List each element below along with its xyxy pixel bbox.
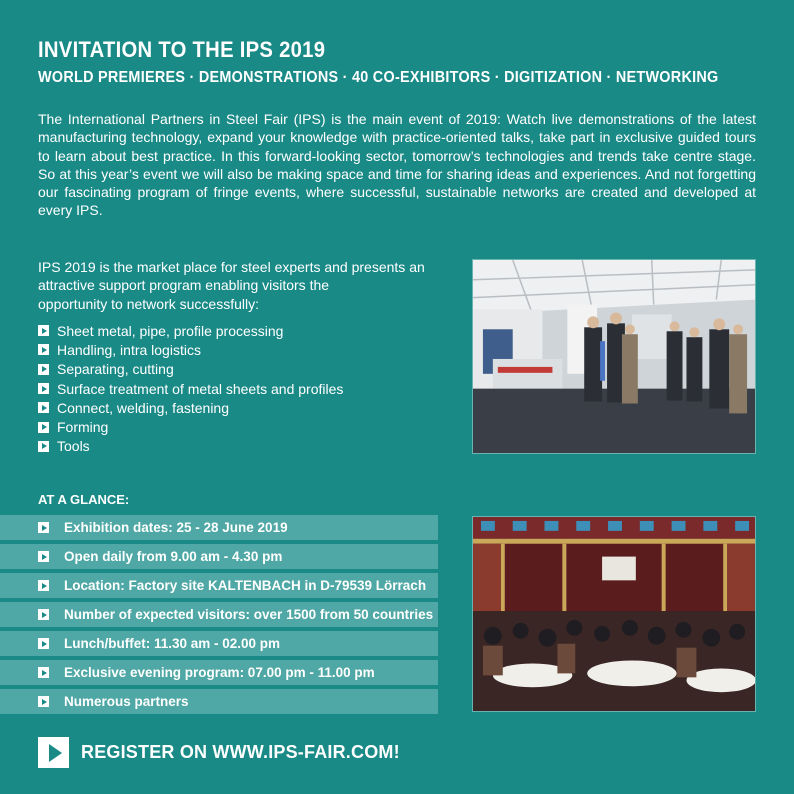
topics-list bbox=[38, 321, 440, 456]
market-description bbox=[38, 258, 440, 313]
register-link[interactable] bbox=[38, 737, 400, 768]
market-line-1: IPS 2019 is the market place for steel experts and presents an bbox=[38, 259, 425, 275]
triangle-bullet-icon bbox=[38, 441, 49, 452]
list-item bbox=[38, 398, 440, 417]
glance-item-label: Number of expected visitors: over 1500 from 50 countries bbox=[64, 607, 434, 622]
triangle-bullet-icon bbox=[38, 383, 49, 394]
glance-item-label: Numerous partners bbox=[64, 694, 189, 709]
glance-item-label: Location: Factory site KALTENBACH in D-79539 Lörrach bbox=[64, 578, 427, 593]
glance-item bbox=[0, 689, 438, 714]
glance-item bbox=[0, 544, 438, 569]
triangle-bullet-icon bbox=[38, 344, 49, 355]
list-item bbox=[38, 340, 440, 359]
glance-item-label: Open daily from 9.00 am - 4.30 pm bbox=[64, 549, 283, 564]
glance-heading: AT A GLANCE: bbox=[38, 492, 130, 507]
page-subtitle: WORLD PREMIERES · DEMONSTRATIONS · 40 CO-EXHIBITORS · DIGITIZATION · NETWORKING bbox=[38, 69, 719, 86]
triangle-bullet-icon bbox=[38, 609, 49, 620]
glance-item-label: Exclusive evening program: 07.00 pm - 11.00 pm bbox=[64, 665, 375, 680]
glance-item bbox=[0, 515, 438, 540]
glance-item-label: Exhibition dates: 25 - 28 June 2019 bbox=[64, 520, 288, 535]
register-label: REGISTER ON WWW.IPS-FAIR.COM! bbox=[81, 742, 400, 762]
list-item bbox=[38, 360, 440, 379]
arrow-right-icon bbox=[38, 737, 69, 768]
triangle-bullet-icon bbox=[38, 667, 49, 678]
market-line-3: opportunity to network successfully: bbox=[38, 295, 259, 312]
triangle-bullet-icon bbox=[38, 364, 49, 375]
exhibition-hall-photo bbox=[472, 259, 756, 454]
intro-paragraph: The International Partners in Steel Fair (IPS) is the main event of 2019: Watch live demonstrations of the latest manufacturing technology, expand your knowledge with practice-oriented talks, take part in exclusive guided tours to learn about best practice. In this forward-looking sector, tomorrow’s technologies and trends take centre stage. So at this year’s event we will also be making space and time for sharing ideas and experiences. And not forgetting our fascinating program of fringe events, where successful, sustainable networks are created and developed at every IPS. bbox=[38, 111, 756, 219]
list-item-label: Sheet metal, pipe, profile processing bbox=[57, 322, 284, 339]
triangle-bullet-icon bbox=[38, 696, 49, 707]
list-item-label: Surface treatment of metal sheets and profiles bbox=[57, 380, 344, 397]
triangle-bullet-icon bbox=[38, 551, 49, 562]
list-item-label: Forming bbox=[57, 419, 109, 436]
triangle-bullet-icon bbox=[38, 402, 49, 413]
triangle-bullet-icon bbox=[38, 638, 49, 649]
glance-item-label: Lunch/buffet: 11.30 am - 02.00 pm bbox=[64, 636, 281, 651]
evening-event-photo bbox=[472, 516, 756, 712]
glance-item bbox=[0, 602, 438, 627]
glance-item bbox=[0, 573, 438, 598]
page-title: INVITATION TO THE IPS 2019 bbox=[38, 37, 326, 62]
list-item bbox=[38, 437, 440, 456]
list-item bbox=[38, 379, 440, 398]
market-line-2: attractive support program enabling visitors the bbox=[38, 277, 330, 294]
triangle-bullet-icon bbox=[38, 325, 49, 336]
glance-list bbox=[0, 515, 438, 718]
list-item bbox=[38, 417, 440, 436]
triangle-bullet-icon bbox=[38, 422, 49, 433]
triangle-bullet-icon bbox=[38, 580, 49, 591]
triangle-bullet-icon bbox=[38, 522, 49, 533]
list-item-label: Tools bbox=[57, 438, 90, 455]
list-item-label: Handling, intra logistics bbox=[57, 341, 201, 358]
glance-item bbox=[0, 660, 438, 685]
glance-item bbox=[0, 631, 438, 656]
list-item-label: Connect, welding, fastening bbox=[57, 399, 229, 416]
list-item bbox=[38, 321, 440, 340]
list-item-label: Separating, cutting bbox=[57, 361, 174, 378]
